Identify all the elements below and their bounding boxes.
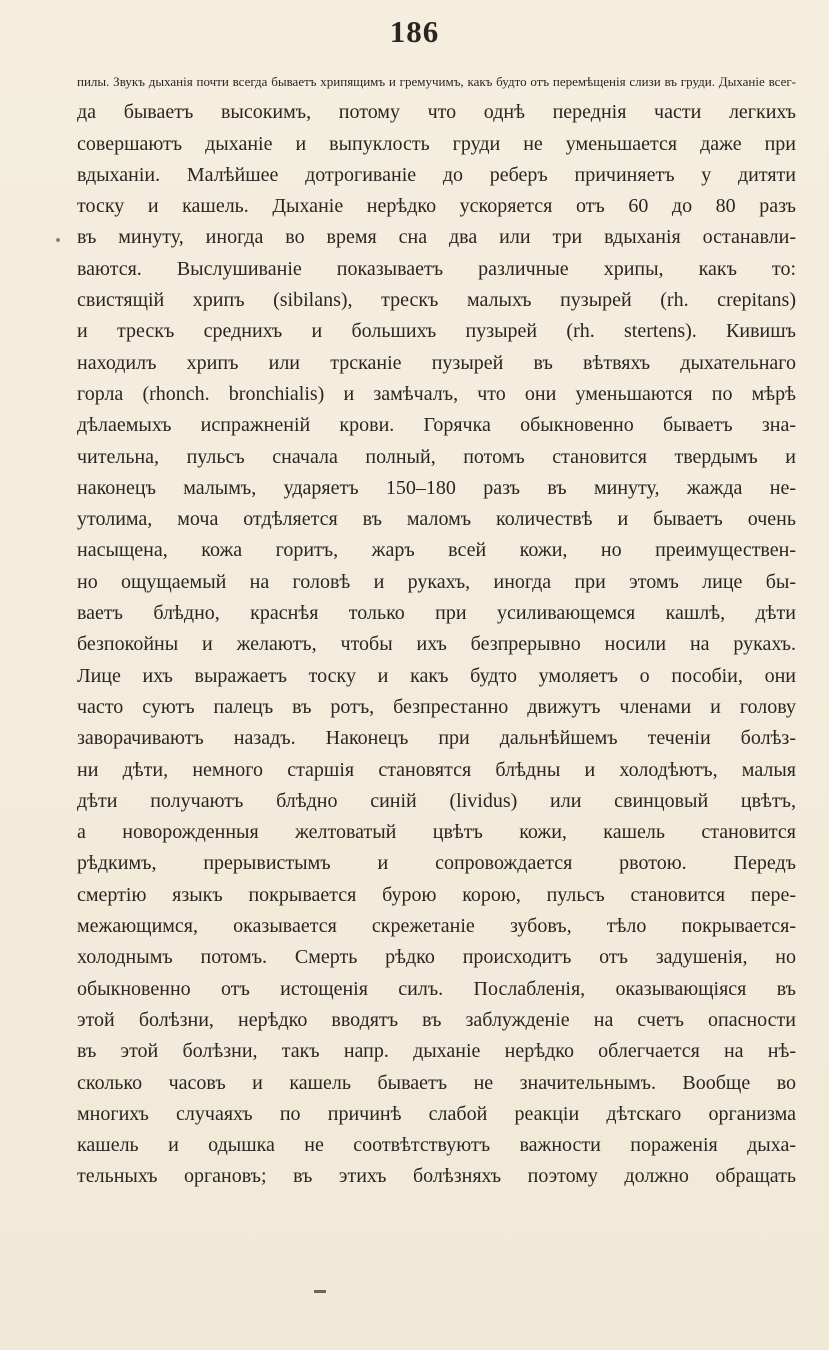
body-text	[77, 66, 796, 1193]
text-line: ваетъ блѣдно, краснѣя только при усиливающемся кашлѣ, дѣти	[77, 602, 796, 625]
text-line: а новорожденныя желтоватый цвѣтъ кожи, кашель становится	[77, 821, 796, 844]
text-line: Лице ихъ выражаетъ тоску и какъ будто умоляетъ о пособіи, они	[77, 664, 796, 687]
text-line: наконецъ малымъ, ударяетъ 150–180 разъ въ минуту, жажда не-	[77, 476, 796, 499]
text-line: но ощущаемый на головѣ и рукахъ, иногда при этомъ лице бы-	[77, 570, 796, 593]
text-line: межающимся, оказывается скрежетаніе зубовъ, тѣло покрывается-	[77, 915, 796, 938]
text-line: дѣлаемыхъ испражненій крови. Горячка обыкновенно бываетъ зна-	[77, 414, 796, 437]
text-line: въ минуту, иногда во время сна два или три вдыханія останавли-	[77, 226, 796, 249]
text-line: насыщена, кожа горитъ, жаръ всей кожи, но преимуществен-	[77, 539, 796, 562]
text-line: пилы. Звукъ дыханія почти всегда бываетъ хрипящимъ и гремучимъ, какъ будто отъ перемѣщенія слизи въ груди. Дыханіе всег-	[77, 74, 796, 89]
page-number: 186	[389, 14, 440, 49]
text-line: въ этой болѣзни, такъ напр. дыханіе нерѣдко облегчается на нѣ-	[77, 1040, 796, 1063]
bottom-dash	[314, 1290, 326, 1293]
text-line: ваются. Выслушиваніе показываетъ различные хрипы, какъ то:	[77, 257, 796, 280]
text-line: сколько часовъ и кашель бываетъ не значительнымъ. Вообще во	[77, 1071, 796, 1094]
text-line: многихъ случаяхъ по причинѣ слабой реакціи дѣтскаго организма	[77, 1102, 796, 1125]
text-line: дѣти получаютъ блѣдно синій (lividus) или свинцовый цвѣтъ,	[77, 789, 796, 812]
text-line: тельныхъ органовъ; въ этихъ болѣзняхъ поэтому должно обращать	[77, 1165, 796, 1188]
text-line: свистящій хрипъ (sibilans), трескъ малыхъ пузырей (rh. crepitans)	[77, 289, 796, 312]
text-line: и трескъ среднихъ и большихъ пузырей (rh. stertens). Кивишъ	[77, 320, 796, 343]
text-line: да бываетъ высокимъ, потому что однѣ переднія части легкихъ	[77, 101, 796, 124]
text-line: утолима, моча отдѣляется въ маломъ количествѣ и бываетъ очень	[77, 508, 796, 531]
text-line: смертію языкъ покрывается бурою корою, пульсъ становится пере-	[77, 883, 796, 906]
text-line: этой болѣзни, нерѣдко вводятъ въ заблужденіе на счетъ опасности	[77, 1008, 796, 1031]
text-line: обыкновенно отъ истощенія силъ. Послабленія, оказывающіяся въ	[77, 977, 796, 1000]
text-line: кашель и одышка не соотвѣтствуютъ важности пораженія дыха-	[77, 1134, 796, 1157]
text-line: находилъ хрипъ или трсканіе пузырей въ вѣтвяхъ дыхательнаго	[77, 351, 796, 374]
margin-mark	[56, 238, 60, 242]
text-line: горла (rhonch. bronchialis) и замѣчалъ, что они уменьшаются по мѣрѣ	[77, 382, 796, 405]
text-line: чительна, пульсъ сначала полный, потомъ становится твердымъ и	[77, 445, 796, 468]
text-line: часто суютъ палецъ въ ротъ, безпрестанно движутъ членами и голову	[77, 695, 796, 718]
text-line: вдыханіи. Малѣйшее дотрогиваніе до реберъ причиняетъ у дитяти	[77, 163, 796, 186]
text-line: совершаютъ дыханіе и выпуклость груди не уменьшается даже при	[77, 132, 796, 155]
text-line: рѣдкимъ, прерывистымъ и сопровождается рвотою. Передъ	[77, 852, 796, 875]
text-line: заворачиваютъ назадъ. Наконецъ при дальнѣйшемъ теченіи болѣз-	[77, 727, 796, 750]
text-line: холоднымъ потомъ. Смерть рѣдко происходитъ отъ задушенія, но	[77, 946, 796, 969]
text-line: ни дѣти, немного старшія становятся блѣдны и холодѣютъ, малыя	[77, 758, 796, 781]
text-line: безпокойны и желаютъ, чтобы ихъ безпрерывно носили на рукахъ.	[77, 633, 796, 656]
text-line: тоску и кашель. Дыханіе нерѣдко ускоряется отъ 60 до 80 разъ	[77, 195, 796, 218]
